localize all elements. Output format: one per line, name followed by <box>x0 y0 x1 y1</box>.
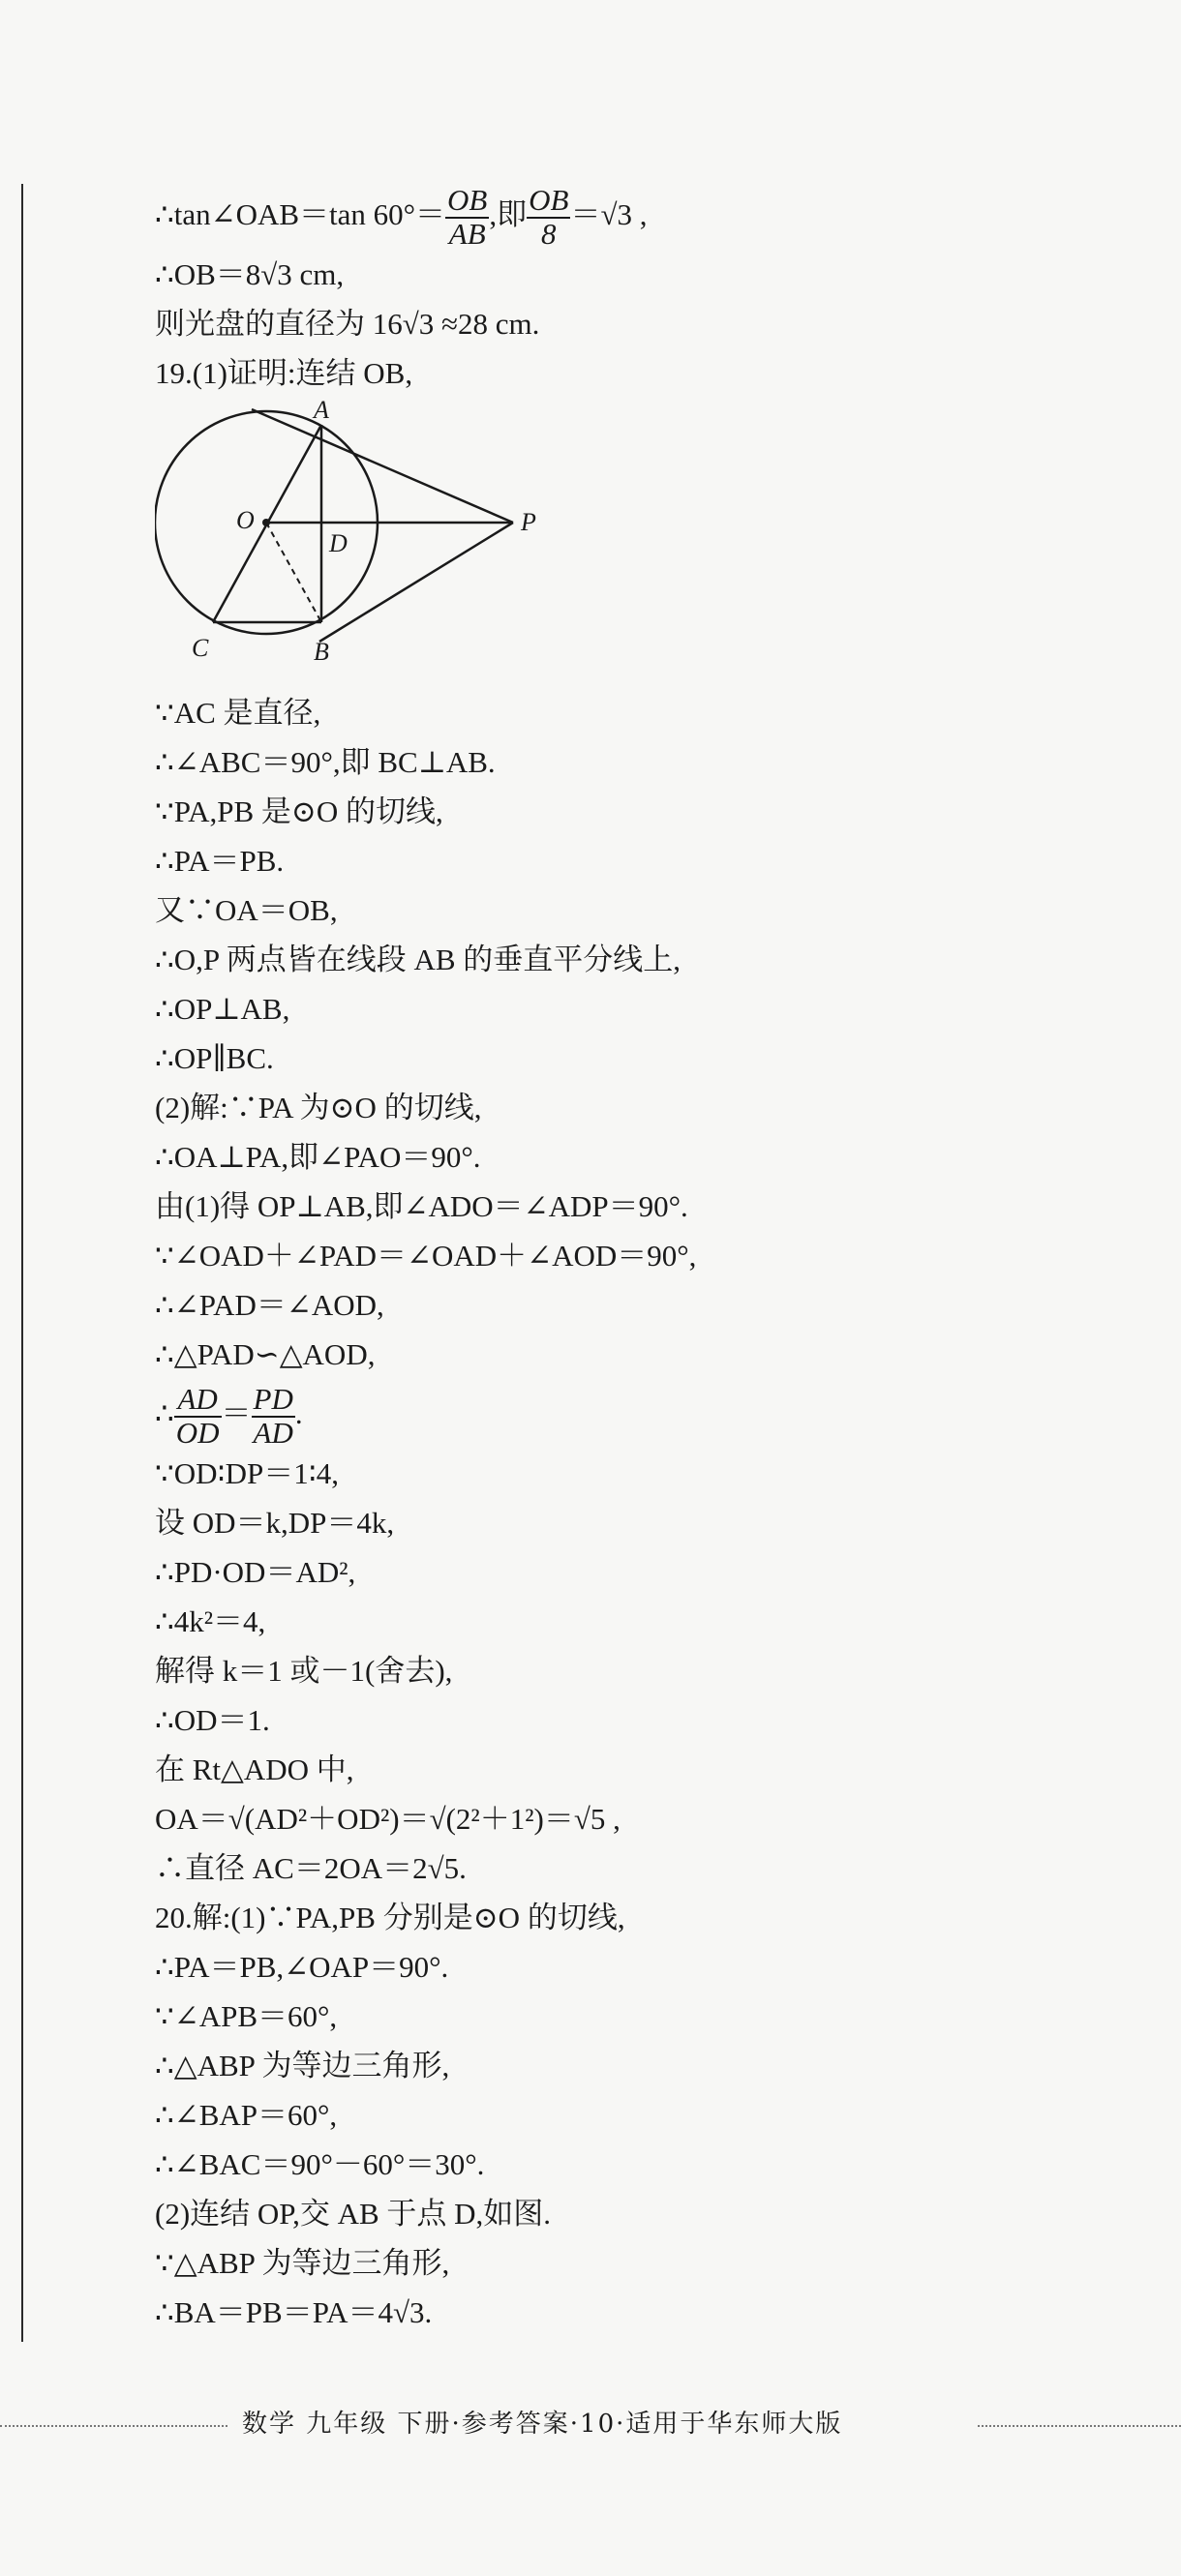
tangent-pb <box>319 523 513 642</box>
text-line: ∴PA＝PB. <box>155 844 285 878</box>
line-text: ＝√3 , <box>570 197 648 231</box>
label-d: D <box>329 529 348 557</box>
tangent-pa <box>252 409 513 523</box>
text-line: ∴∠ABC＝90°,即 BC⊥AB. <box>155 745 496 779</box>
text-line: ∴OP⊥AB, <box>155 992 290 1026</box>
denominator: OD <box>175 1415 220 1450</box>
text-line: ∵△ABP 为等边三角形, <box>155 2246 450 2280</box>
text-line: ∴△PAD∽△AOD, <box>155 1337 376 1371</box>
text-line: 设 OD＝k,DP＝4k, <box>155 1506 395 1540</box>
text-line: (2)解:∵PA 为⊙O 的切线, <box>155 1091 482 1124</box>
text-line: ∴4k²＝4, <box>155 1604 266 1638</box>
fraction-ob-ab <box>445 185 489 250</box>
text-line: 则光盘的直径为 16√3 ≈28 cm. <box>155 307 540 341</box>
fraction-pd-ad <box>252 1384 295 1449</box>
denominator: AD <box>253 1415 293 1450</box>
text-line: ∴△ABP 为等边三角形, <box>155 2049 450 2082</box>
footer-dotted-rule-left <box>0 2425 227 2427</box>
left-margin-rule <box>21 184 23 2342</box>
text-line: ∵AC 是直径, <box>155 696 321 730</box>
label-b: B <box>314 638 329 666</box>
dashed-ob <box>266 523 321 622</box>
text-line: ∵∠APB＝60°, <box>155 1999 338 2033</box>
text-line: ∴O,P 两点皆在线段 AB 的垂直平分线上, <box>155 943 681 976</box>
text-line: ∵OD∶DP＝1∶4, <box>155 1456 340 1490</box>
line-text: ∴ <box>155 1396 174 1430</box>
label-a: A <box>314 396 329 424</box>
text-line: ∴BA＝PB＝PA＝4√3. <box>155 2295 433 2329</box>
text-line: 解得 k＝1 或－1(舍去), <box>155 1654 453 1688</box>
answer-content <box>155 180 1084 2337</box>
line-text: ＝ <box>221 1396 252 1430</box>
problem-20-heading: 20.解:(1)∵PA,PB 分别是⊙O 的切线, <box>155 1901 625 1934</box>
line-text: . <box>294 1396 303 1430</box>
text-line: ∴PD·OD＝AD², <box>155 1555 356 1589</box>
text-line: 由(1)得 OP⊥AB,即∠ADO＝∠ADP＝90°. <box>155 1189 688 1223</box>
text-line: OA＝√(AD²＋OD²)＝√(2²＋1²)＝√5 , <box>155 1802 621 1836</box>
geometry-figure <box>155 396 561 682</box>
page-footer <box>0 2404 1181 2442</box>
denominator: 8 <box>541 216 557 251</box>
text-line: ∴PA＝PB,∠OAP＝90°. <box>155 1950 449 1984</box>
text-line: (2)连结 OP,交 AB 于点 D,如图. <box>155 2197 552 2231</box>
footer-text: 数学 九年级 下册·参考答案·10·适用于华东师大版 <box>242 2410 843 2439</box>
label-c: C <box>192 634 209 662</box>
text-line: ∴∠BAC＝90°－60°＝30°. <box>155 2147 485 2181</box>
fraction-ad-od <box>174 1384 222 1449</box>
fraction-ob-8 <box>527 185 570 250</box>
text-line: ∴直径 AC＝2OA＝2√5. <box>155 1851 467 1885</box>
text-line: ∵PA,PB 是⊙O 的切线, <box>155 794 443 828</box>
text-line: 在 Rt△ADO 中, <box>155 1752 354 1786</box>
numerator: OB <box>529 183 569 218</box>
numerator: AD <box>174 1384 222 1418</box>
text-line: 又∵OA＝OB, <box>155 893 338 927</box>
numerator: OB <box>447 183 488 218</box>
circle-tangent-diagram <box>155 402 561 682</box>
text-line: ∴OP∥BC. <box>155 1041 274 1075</box>
line-text: ∴tan∠OAB＝tan 60°＝ <box>155 197 446 231</box>
text-line: ∴∠PAD＝∠AOD, <box>155 1288 384 1322</box>
line-text: ,即 <box>489 197 528 231</box>
center-point <box>262 519 270 526</box>
text-line: ∴OA⊥PA,即∠PAO＝90°. <box>155 1140 481 1174</box>
line-tan-oab <box>155 180 1084 250</box>
text-line: ∴∠BAP＝60°, <box>155 2098 338 2132</box>
label-o: O <box>236 506 255 534</box>
text-line: ∴OB＝8√3 cm, <box>155 257 345 291</box>
denominator: AB <box>448 216 486 251</box>
line-ratio-fractions <box>155 1379 1084 1449</box>
footer-dotted-rule-right <box>978 2425 1181 2427</box>
numerator: PD <box>253 1382 293 1417</box>
label-p: P <box>521 508 536 536</box>
text-line: ∴OD＝1. <box>155 1703 270 1737</box>
problem-19-heading: 19.(1)证明:连结 OB, <box>155 356 413 390</box>
text-line: ∵∠OAD＋∠PAD＝∠OAD＋∠AOD＝90°, <box>155 1239 697 1273</box>
